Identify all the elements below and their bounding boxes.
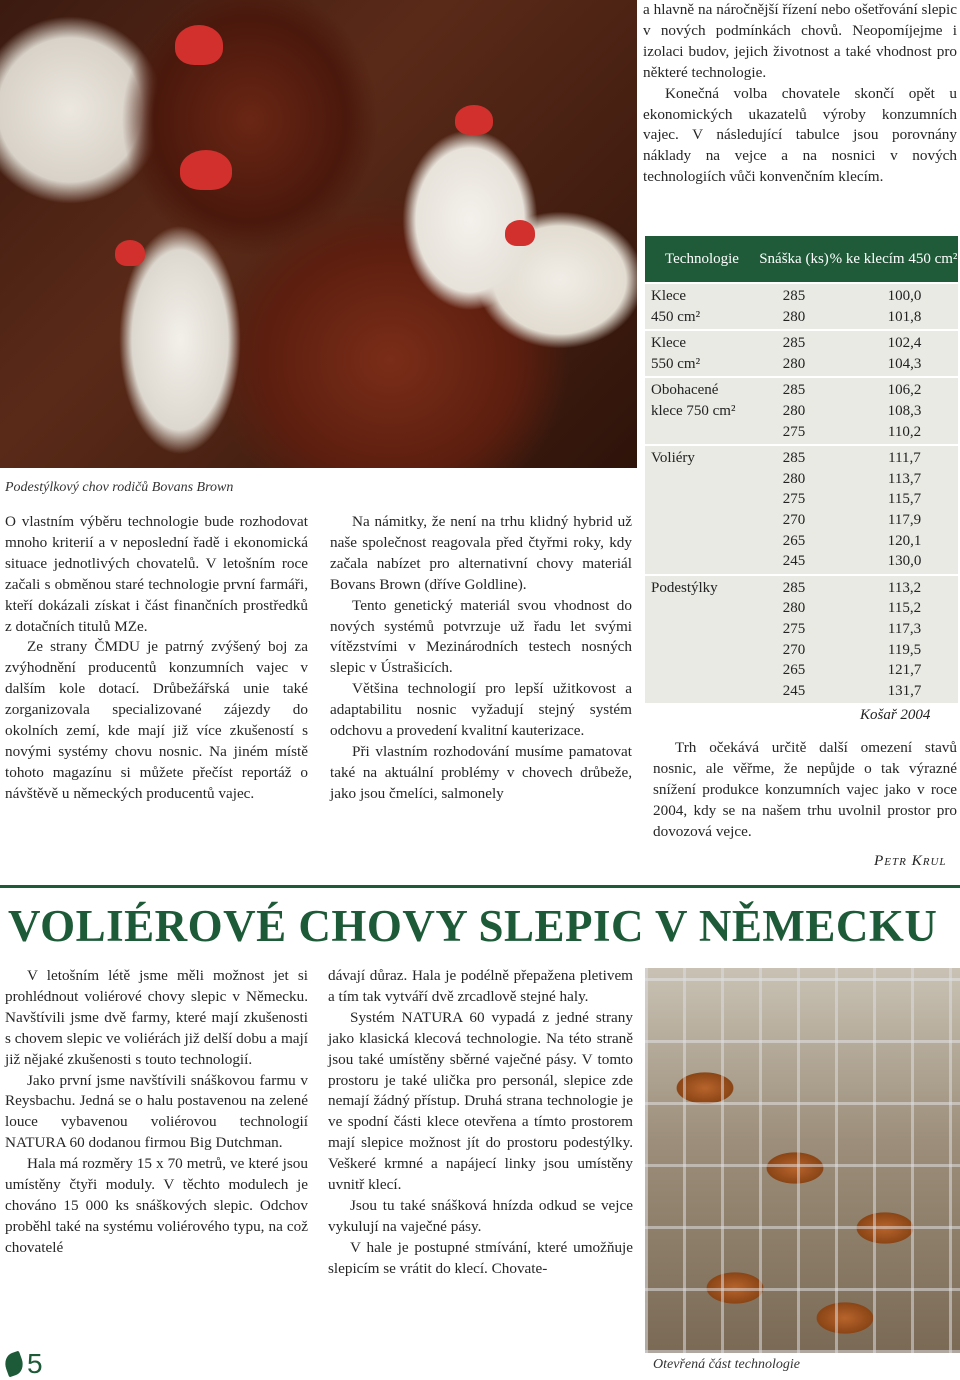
paragraph: Systém NATURA 60 vypadá z jedné strany jako klasická klecová technologie. Na této straně jsou také umístěny sběrné vaječné pásy. V tomto prostoru je také ulička pro personál, slepice zde nemají žádný přístup. Druhá strana technologie je ve spodní části klece otevřena a tímto prostorem mají slepice možnost jít do prostoru podestýlky. Veškeré krmné a napájecí linky jsou umístěny uvnitř klecí. [328,1008,633,1194]
table-cell-value: 131,7 [887,682,922,699]
table-cell-pct [829,286,958,327]
table-cell-pct [829,578,958,702]
table-row [645,282,958,329]
paragraph: Většina technologií pro lepší užitkovost a adaptabilitu nosnic vyžadují stejný systém odchovu a provedení kvalitní kauterizace. [330,680,632,740]
table-cell-snaska [759,380,829,442]
table-cell-value: 121,7 [887,662,922,679]
table-cell-value: 265 [782,532,806,549]
table-cell-pct [829,380,958,442]
paragraph: Trh očekává určitě další omezení stavů nosnic, ale věřme, že nepůjde o tak výrazné snížení produkce konzumních vajec jako v roce 2004, kdy se na našem trhu uvolnil prostor pro dovozová vejce. [653,739,957,840]
table-cell-value: Podestýlky [651,579,718,596]
table-cell-value: 270 [782,641,806,658]
paragraph: a hlavně na náročnější řízení nebo ošetřování slepic v nových podmínkách chovů. Neopomíjejme i izolaci budov, jejich životnost a také vhodnost pro některé technologie. [643,1,957,81]
table-cell-value: 113,2 [887,579,922,596]
table-cell-value: 113,7 [887,470,922,487]
paragraph: Jako první jsme navštívili snáškovou farmu v Reysbachu. Jedná se o halu postavenou na zelené louce vybavenou voliérovou technologií NATURA 60 dodanou firmou Big Dutchman. [5,1071,308,1152]
paragraph: V hale je postupné stmívání, které umožňuje slepicím se vrátit do klecí. Chovate- [328,1238,633,1277]
table-cell-snaska [759,448,829,572]
table-cell-value: Klece [651,288,686,304]
section-divider [0,885,960,888]
table-cell-value: 111,7 [888,450,921,467]
page-number-value: 5 [27,1348,43,1379]
paragraph: dávají důraz. Hala je podélně přepažena pletivem a tím tak vytváří dvě zrcadlově stejné haly. [328,967,633,1005]
table-cell-value: 550 cm² [651,355,701,372]
paragraph: V letošním létě jsme měli možnost jet si prohlédnout voliérové chovy slepic v Německu. Navštívili jsme dvě farmy, které mají zkušenosti s chovem slepic ve voliérách již delší dobu a mají již nějaké zkušenosti s touto technologií. [5,967,308,1068]
paragraph: Ze strany ČMDU je patrný zvýšený boj za zvýhodnění producentů konzumních vajec v dalším kole dotací. Drůbežářská unie také zorganizovala specializované zájezdy do okolních zemí, kde mají již více zkušeností s novými systémy chovu nosnic. Na jiném místě tohoto magazínu si můžete přečíst reportáž o návštěvě u německých producentů vajec. [5,638,308,802]
table-cell-pct [829,448,958,572]
paragraph: Konečná volba chovatele skončí opět u ekonomických ukazatelů výroby konzumních vajec. V následující tabulce jsou porovnány náklady na vejce a na nosnici v nových technologiích vůči konvenčním klecím. [643,84,957,186]
table-cell-value: 275 [782,423,806,440]
table-cell-value: 280 [782,600,806,617]
header-technologie: Technologie [665,250,739,267]
paragraph: Na námitky, že není na trhu klidný hybrid už naše společnost reagovala před čtyřmi roky, kdy začala nabízet pro alternativní chovy materiál Bovans Brown (dříve Goldline). [330,513,632,593]
article2-column-left [5,966,308,1259]
table-cell-pct [829,333,958,374]
header-percent: % ke klecím 450 cm² [829,250,958,267]
paragraph: Hala má rozměry 15 x 70 metrů, ve které jsou umístěny čtyři moduly. V těchto modulech je chováno 15 000 ks snáškových slepic. Odchov proběhl také na systému voliérového typu, na což chovatelé [5,1155,308,1256]
table-cell-value: 130,0 [887,553,922,570]
table-cell-value: 110,2 [887,423,922,440]
author-signature: Petr Krul [874,852,947,869]
table-cell-value: 108,3 [887,402,922,419]
table-cell-value: 101,8 [887,308,922,325]
table-cell-value: 245 [782,682,806,699]
aviary-photo [645,968,960,1353]
table-cell-value: 119,5 [887,641,922,658]
table-row [645,376,958,444]
leaf-icon [2,1351,26,1378]
paragraph: Jsou tu také snášková hnízda odkud se vejce vykulují na vaječné pásy. [328,1196,633,1235]
hen-comb [180,150,232,190]
table-cell-value: Obohacené [651,382,719,399]
table-cell-value: 117,3 [887,620,922,637]
article-column-left [5,512,308,805]
article-column-middle [330,512,632,805]
table-cell-value: 115,2 [887,600,922,617]
table-cell-value: 285 [782,288,806,304]
table-cell-value: 280 [782,470,806,487]
table-row [645,574,958,704]
table-cell-value: 104,3 [887,355,922,372]
photo-caption-top: Podestýlkový chov rodičů Bovans Brown [5,480,234,495]
table-row [645,329,958,376]
hen-comb [175,25,223,65]
table-cell-value: 280 [782,402,806,419]
table-source: Košař 2004 [860,707,931,723]
table-cell-value: 280 [782,355,806,372]
closing-paragraph [653,738,957,843]
table-cell-value: 285 [782,335,806,352]
table-cell-snaska [759,286,829,327]
page-number [5,1348,43,1380]
table-cell-snaska [759,333,829,374]
table-cell-name [645,333,759,374]
paragraph: Při vlastním rozhodování musíme pamatovat také na aktuální problémy v chovech drůbeže, jako jsou čmelíci, salmonely [330,742,632,802]
article2-column-middle [328,966,633,1280]
table-cell-value: 265 [782,662,806,679]
article-headline: VOLIÉROVÉ CHOVY SLEPIC V NĚMECKU [8,901,938,951]
table-cell-value: 102,4 [887,335,922,352]
table-cell-value: Voliéry [651,450,695,467]
table-cell-value: 275 [782,491,806,508]
article-column-right [643,0,957,188]
hens-photo [0,0,637,468]
table-cell-value: 270 [782,511,806,528]
photo-caption-bottom: Otevřená část technologie [653,1357,800,1372]
table-header [645,236,958,282]
table-cell-value: 100,0 [887,288,922,304]
table-cell-value: 115,7 [887,491,922,508]
table-cell-value: 285 [782,450,806,467]
table-cell-value: 280 [782,308,806,325]
table-cell-name [645,448,759,572]
cost-comparison-table [645,236,958,703]
table-cell-value: 275 [782,620,806,637]
table-cell-value: 106,2 [887,382,922,399]
hen-comb [115,240,145,266]
paragraph: O vlastním výběru technologie bude rozhodovat mnoho kriterií a v neposlední řadě i ekonomická situace jednotlivých chovatelů. V letošním roce začali s obměnou staré technologie první farmáři, kteří dokázali získat i část finančních prostředků z dotačních titulů MZe. [5,513,308,635]
hen-comb [505,220,535,246]
table-row [645,444,958,574]
hen-comb [455,105,493,135]
table-cell-value: 285 [782,382,806,399]
table-cell-value: klece 750 cm² [651,402,736,419]
table-cell-snaska [759,578,829,702]
table-cell-value: 120,1 [887,532,922,549]
table-cell-name [645,380,759,442]
table-body [645,282,958,703]
table-cell-name [645,578,759,702]
table-cell-value: 450 cm² [651,308,701,325]
header-snaska: Snáška (ks) [759,250,829,267]
table-cell-name [645,286,759,327]
table-cell-value: 285 [782,579,806,596]
table-cell-value: 117,9 [887,511,922,528]
table-cell-value: 245 [782,553,806,570]
paragraph: Tento genetický materiál svou vhodnost do nových systémů potvrzuje už řadu let svými vítězstvími v Mezinárodních testech nosných slepic v Ústrašicích. [330,596,632,677]
table-cell-value: Klece [651,335,686,352]
